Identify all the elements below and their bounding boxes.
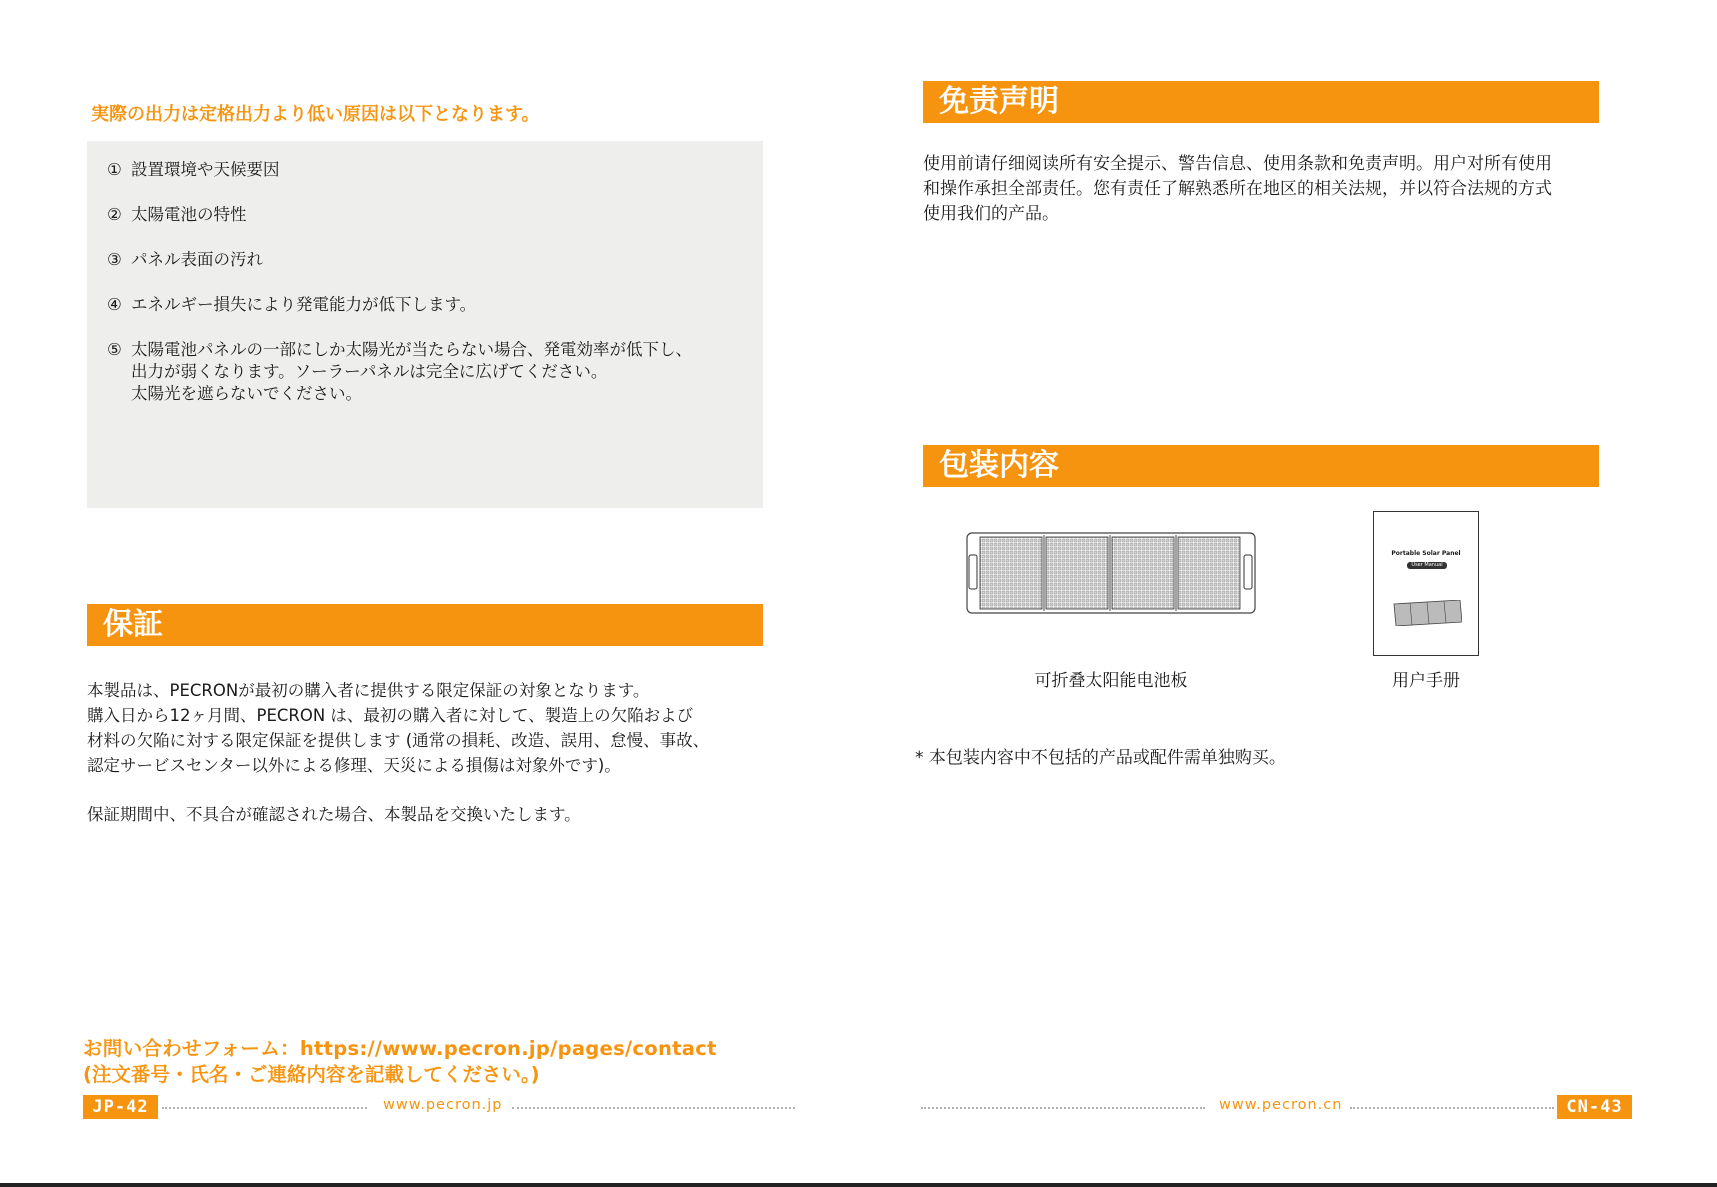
manual-cover-title: Portable Solar Panel (1391, 550, 1461, 557)
site-link-jp[interactable]: www.pecron.jp (383, 1097, 503, 1113)
list-item: ④ エネルギー損失により発電能力が低下します。 (107, 295, 477, 314)
list-item: ③ パネル表面の汚れ (107, 250, 263, 269)
bottom-border (0, 1183, 1717, 1187)
page-number-right: CN-43 (1557, 1095, 1632, 1119)
contact-note: (注文番号・氏名・ご連絡内容を記載してください。) (83, 1063, 540, 1086)
item-caption: 可折叠太阳能电池板 (1034, 671, 1188, 691)
site-link-cn[interactable]: www.pecron.cn (1219, 1097, 1343, 1113)
list-item: ⑤ 太陽電池パネルの一部にしか太陽光が当たらない場合、発電効率が低下し、 出力が弱くなります。ソーラーパネルは完全に広げてください。 太陽光を遮らないでください。 (107, 340, 692, 403)
item-caption: 用户手册 (1392, 671, 1460, 691)
package-title: 包装内容 (923, 445, 1599, 487)
contact-form-link[interactable]: お問い合わせフォーム：https://www.pecron.jp/pages/contact (83, 1037, 717, 1060)
package-note: * 本包装内容中不包括的产品或配件需单独购买。 (915, 748, 1286, 768)
solar-panel-icon (966, 531, 1256, 615)
manual-panel-icon (1392, 600, 1462, 626)
footer-divider (1350, 1107, 1554, 1109)
footer-divider (512, 1107, 795, 1109)
page-number-left: JP-42 (83, 1095, 158, 1119)
footer-divider (162, 1107, 367, 1109)
list-item: ② 太陽電池の特性 (107, 205, 247, 224)
reasons-heading: 実際の出力は定格出力より低い原因は以下となります。 (91, 104, 540, 125)
warranty-text-2: 保証期間中、不具合が確認された場合、本製品を交換いたします。 (87, 805, 581, 824)
warranty-title: 保証 (87, 604, 763, 646)
list-item: ① 設置環境や天候要因 (107, 160, 280, 179)
manual-cover-badge: User Manual (1407, 562, 1447, 569)
manual-icon (1373, 511, 1479, 656)
footer-divider (921, 1107, 1205, 1109)
warranty-text: 本製品は、PECRONが最初の購入者に提供する限定保証の対象となります。 購入日から12ヶ月間、PECRON は、最初の購入者に対して、製造上の欠陥および 材料の欠陥に対する限定保証を提供します (通常の損耗、改造、誤用、怠慢、事故、 認定サービスセンター以外による修理、天災による損傷は対象外です)。 (87, 681, 710, 775)
disclaimer-text: 使用前请仔细阅读所有安全提示、警告信息、使用条款和免责声明。用户对所有使用 和操作承担全部责任。您有责任了解熟悉所在地区的相关法规，并以符合法规的方式 使用我们的产品。 (923, 154, 1552, 224)
disclaimer-title: 免责声明 (923, 81, 1599, 123)
reasons-box (87, 141, 763, 508)
